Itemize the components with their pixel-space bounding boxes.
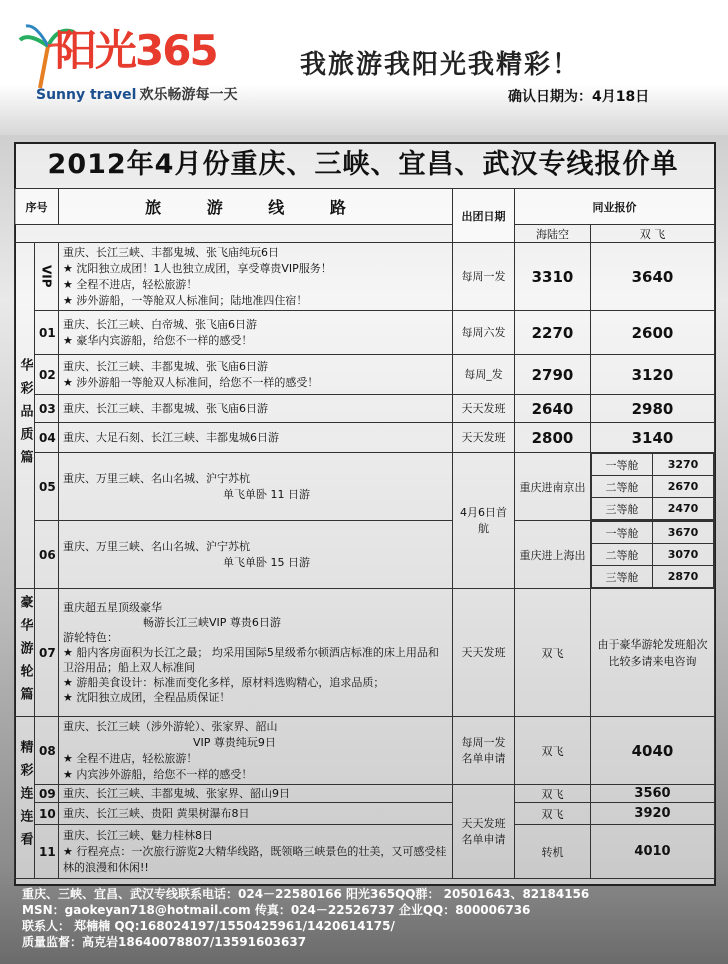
col-price-header: 同业报价 (515, 189, 715, 225)
table-row (15, 423, 715, 453)
price-air: 3920 (591, 803, 715, 825)
cabin-class: 二等舱 (592, 544, 653, 566)
col-air-header: 双 飞 (591, 225, 715, 243)
contact-footer (22, 886, 712, 950)
price-air: 3120 (591, 355, 715, 395)
row-no: 04 (35, 423, 59, 453)
route-desc: 重庆、长江三峡（涉外游轮）、张家界、韶山 VIP 尊贵纯玩9日 ★ 全程不进店，轻松旅游！ ★ 内宾涉外游船，给您不一样的感受！ (59, 717, 453, 785)
row-no: 09 (35, 785, 59, 803)
cabin-class: 三等舱 (592, 498, 653, 520)
col-route-header: 旅 游 线 路 (59, 189, 453, 225)
table-row (15, 717, 715, 785)
price-air: 4040 (591, 717, 715, 785)
departure: 4月6日首航 (453, 453, 515, 589)
section-huacai: 华彩品质篇 (15, 243, 35, 589)
route-mode: 重庆进上海出 (515, 521, 591, 589)
cabin-price: 2670 (653, 476, 714, 498)
cabin-prices (591, 453, 715, 521)
table-row (15, 395, 715, 423)
price-sea: 2640 (515, 395, 591, 423)
route-desc: 重庆、长江三峡、丰都鬼城、张家界、韶山9日 (59, 785, 453, 803)
row-no: 11 (35, 825, 59, 879)
slogan: 我旅游我阳光我精彩！ (300, 50, 581, 80)
route-mode: 重庆进南京出 (515, 453, 591, 521)
table-row (15, 243, 715, 311)
route-desc: 重庆、长江三峡、丰都鬼城、张飞庙6日游 ★ 涉外游船一等舱双人标准间，给您不一样的感受！ (59, 355, 453, 395)
departure: 天天发班 (453, 589, 515, 717)
table-row (15, 785, 715, 803)
table-row (15, 825, 715, 879)
route-desc: 重庆、长江三峡、贵阳 黄果树瀑布8日 (59, 803, 453, 825)
price-table (14, 188, 715, 879)
cabin-class: 二等舱 (592, 476, 653, 498)
section-jingcai: 精彩连连看 (15, 717, 35, 879)
departure: 天天发班名单申请 (453, 785, 515, 879)
col-no-header: 序号 (15, 189, 59, 225)
cabin-prices (591, 521, 715, 589)
table-row (15, 355, 715, 395)
travel-mode: 转机 (515, 825, 591, 879)
travel-mode: 双飞 (515, 589, 591, 717)
row-no: 05 (35, 453, 59, 521)
price-air: 3560 (591, 785, 715, 803)
cabin-price: 3270 (653, 454, 714, 476)
row-no: 06 (35, 521, 59, 589)
cabin-price: 3070 (653, 544, 714, 566)
tagline (36, 84, 237, 104)
cabin-class: 一等舱 (592, 454, 653, 476)
route-desc: 重庆、万里三峡、名山名城、沪宁苏杭 单飞单卧 11 日游 (59, 453, 453, 521)
route-desc: 重庆、长江三峡、丰都鬼城、张飞庙6日游 (59, 395, 453, 423)
departure: 每周_发 (453, 355, 515, 395)
price-air: 3140 (591, 423, 715, 453)
table-row (15, 521, 715, 589)
departure: 天天发班 (453, 395, 515, 423)
price-sea: 2800 (515, 423, 591, 453)
page-title: 2012年4月份重庆、三峡、宜昌、武汉专线报价单 (47, 149, 679, 180)
cabin-price: 2470 (653, 498, 714, 520)
route-desc: 重庆超五星顶级豪华 畅游长江三峡VIP 尊贵6日游 游轮特色： ★ 船内客房面积为长江之最； 均采用国际5星级希尔顿酒店标准的床上用品和卫浴用品；船上双人标准间 ★ 游船美食设计：标准而变化多样，原材料选购精心，追求品质； ★ 沈阳独立成团，全程品质保证！ (59, 589, 453, 717)
confirm-date: 确认日期为：4月18日 (508, 89, 650, 105)
brand-logo-text: 阳光365 (55, 26, 217, 75)
route-desc: 重庆、长江三峡、丰都鬼城、张飞庙纯玩6日 ★ 沈阳独立成团！1人也独立成团，享受尊贵VIP服务！ ★ 全程不进店，轻松旅游！ ★ 涉外游船，一等舱双人标准间；陆地准四住宿！ (59, 243, 453, 311)
price-air: 4010 (591, 825, 715, 879)
travel-mode: 双飞 (515, 717, 591, 785)
departure: 每周六发 (453, 311, 515, 355)
price-air: 2980 (591, 395, 715, 423)
departure: 天天发班 (453, 423, 515, 453)
row-no: 03 (35, 395, 59, 423)
brand-english: Sunny travel (36, 87, 137, 103)
travel-mode: 双飞 (515, 803, 591, 825)
departure: 每周一发 (453, 243, 515, 311)
row-no: 07 (35, 589, 59, 717)
section-haohua: 豪华游轮篇 (15, 589, 35, 717)
col-sea-header: 海陆空 (515, 225, 591, 243)
route-desc: 重庆、大足石刻、长江三峡、丰都鬼城6日游 (59, 423, 453, 453)
row-no: 10 (35, 803, 59, 825)
price-air: 2600 (591, 311, 715, 355)
row-no: VIP (35, 243, 59, 311)
departure: 每周一发名单申请 (453, 717, 515, 785)
contact-person: 联系人： 郑楠楠 QQ:168024197/1550425961/1420614175/ (22, 919, 395, 933)
cabin-class: 三等舱 (592, 566, 653, 588)
route-desc: 重庆、长江三峡、魅力桂林8日 ★ 行程亮点：一次旅行游览2大精华线路，既领略三峡景色的壮美，又可感受桂林的浪漫和休闲!! (59, 825, 453, 879)
route-desc: 重庆、万里三峡、名山名城、沪宁苏杭 单飞单卧 15 日游 (59, 521, 453, 589)
cabin-price: 2870 (653, 566, 714, 588)
quality-supervision: 质量监督：高克岩18640078807/13591603637 (22, 935, 307, 949)
table-row (15, 311, 715, 355)
contact-msn: MSN：gaokeyan718@hotmail.com 传真：024－22526737 企业QQ：800006736 (22, 903, 531, 917)
row-no: 01 (35, 311, 59, 355)
route-desc: 重庆、长江三峡、白帝城、张飞庙6日游 ★ 豪华内宾游船，给您不一样的感受！ (59, 311, 453, 355)
cabin-price: 3670 (653, 522, 714, 544)
table-row (15, 803, 715, 825)
price-air: 3640 (591, 243, 715, 311)
row-no: 08 (35, 717, 59, 785)
col-dep-header: 出团日期 (453, 189, 515, 243)
table-row (15, 453, 715, 521)
brand-chinese: 欢乐畅游每一天 (139, 87, 238, 103)
price-sea: 3310 (515, 243, 591, 311)
row-no: 02 (35, 355, 59, 395)
table-row (15, 589, 715, 717)
price-sea: 2270 (515, 311, 591, 355)
travel-mode: 双飞 (515, 785, 591, 803)
cruise-note: 由于豪华游轮发班船次比较多请来电咨询 (591, 589, 715, 717)
price-sea: 2790 (515, 355, 591, 395)
header (0, 0, 728, 135)
cabin-class: 一等舱 (592, 522, 653, 544)
contact-phone: 重庆、三峡、宜昌、武汉专线联系电话：024－22580166 阳光365QQ群： 20501643、82184156 (22, 887, 590, 901)
